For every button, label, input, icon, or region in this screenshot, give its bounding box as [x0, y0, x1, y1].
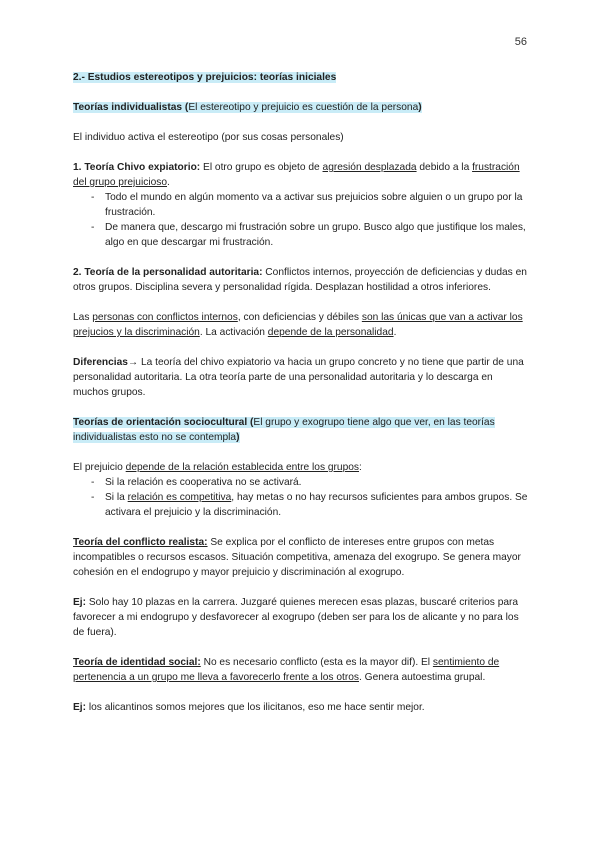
- ejemplo-2-paragraph: Ej: los alicantinos somos mejores que los ilicitanos, eso me hace sentir mejor.: [73, 702, 425, 713]
- document-body: [73, 70, 528, 730]
- list-item: - Si la relación es competitiva, hay metas o no hay recursos suficientes para ambos grupos. Se activara el prejuicio y la discriminación.: [91, 490, 528, 520]
- sociocultural-heading: Teorías de orientación sociocultural (El grupo y exogrupo tiene algo que ver, en las teorías individualistas esto no se contempla): [73, 417, 495, 443]
- autoritaria-paragraph: 2. Teoría de la personalidad autoritaria: Conflictos internos, proyección de deficiencias y dudas en otros grupos. Disciplina severa y personalidad rígida. Desplazan hostilidad a otros inferiores.: [73, 267, 527, 293]
- diferencias-paragraph: Diferencias→ La teoría del chivo expiatorio va hacia un grupo concreto y no tiene que partir de una personalidad autoritaria. La otra teoría parte de una personalidad autoritaria y lo descarga en muchos grupos.: [73, 357, 524, 398]
- prejuicio-list: [73, 475, 528, 520]
- page-number: 56: [514, 36, 527, 48]
- section-title: 2.- Estudios estereotipos y prejuicios: teorías iniciales: [73, 72, 337, 83]
- intro-paragraph: El individuo activa el estereotipo (por sus cosas personales): [73, 132, 344, 143]
- chivo-label: 1. Teoría Chivo expiatorio:: [73, 162, 201, 173]
- chivo-list: [73, 190, 528, 250]
- chivo-expiatorio-paragraph: 1. Teoría Chivo expiatorio: El otro grupo es objeto de agresión desplazada debido a la frustración del grupo prejuicioso. - Todo el mundo en algún momento va a activar sus prejuicios sobre alguien o un grupo por la frustración. - De manera que, descargo mi frustración sobre un grupo. Busco algo que justifique los males, algo en que descargar mi frustración.: [73, 160, 528, 250]
- list-item: - Todo el mundo en algún momento va a activar sus prejuicios sobre alguien o un grupo por la frustración.: [91, 190, 528, 220]
- ejemplo-1-paragraph: Ej: Solo hay 10 plazas en la carrera. Juzgaré quienes merecen esas plazas, buscaré criterios para favorecer a mi endogrupo y desfavorecer al exogrupo (deben ser para los de alicante y no para los de fuera).: [73, 597, 519, 638]
- individualistas-heading: Teorías individualistas (El estereotipo y prejuicio es cuestión de la persona): [73, 102, 422, 113]
- prejuicio-paragraph: El prejuicio depende de la relación establecida entre los grupos: - Si la relación es cooperativa no se activará. - Si la relación es competitiva, hay metas o no hay recursos suficientes para ambos grupos. Se activara el prejuicio y la discriminación.: [73, 460, 528, 520]
- list-item: - Si la relación es cooperativa no se activará.: [91, 475, 528, 490]
- identidad-social-paragraph: Teoría de identidad social: No es necesario conflicto (esta es la mayor dif). El sentimiento de pertenencia a un grupo me lleva a favorecerlo frente a los otros. Genera autoestima grupal.: [73, 657, 500, 683]
- personas-paragraph: Las personas con conflictos internos, con deficiencias y débiles son las únicas que van a activar los prejucios y la discriminación. La activación depende de la personalidad.: [73, 312, 523, 338]
- conflicto-realista-paragraph: Teoría del conflicto realista: Se explica por el conflicto de intereses entre grupos con metas incompatibles o recursos escasos. Situación competitiva, amenaza del exogrupo. Se genera mayor cohesión en el endogrupo y mayor prejuicio y discriminación al exogrupo.: [73, 537, 521, 578]
- list-item: - De manera que, descargo mi frustración sobre un grupo. Busco algo que justifique los males, algo en que descargar mi frustración.: [91, 220, 528, 250]
